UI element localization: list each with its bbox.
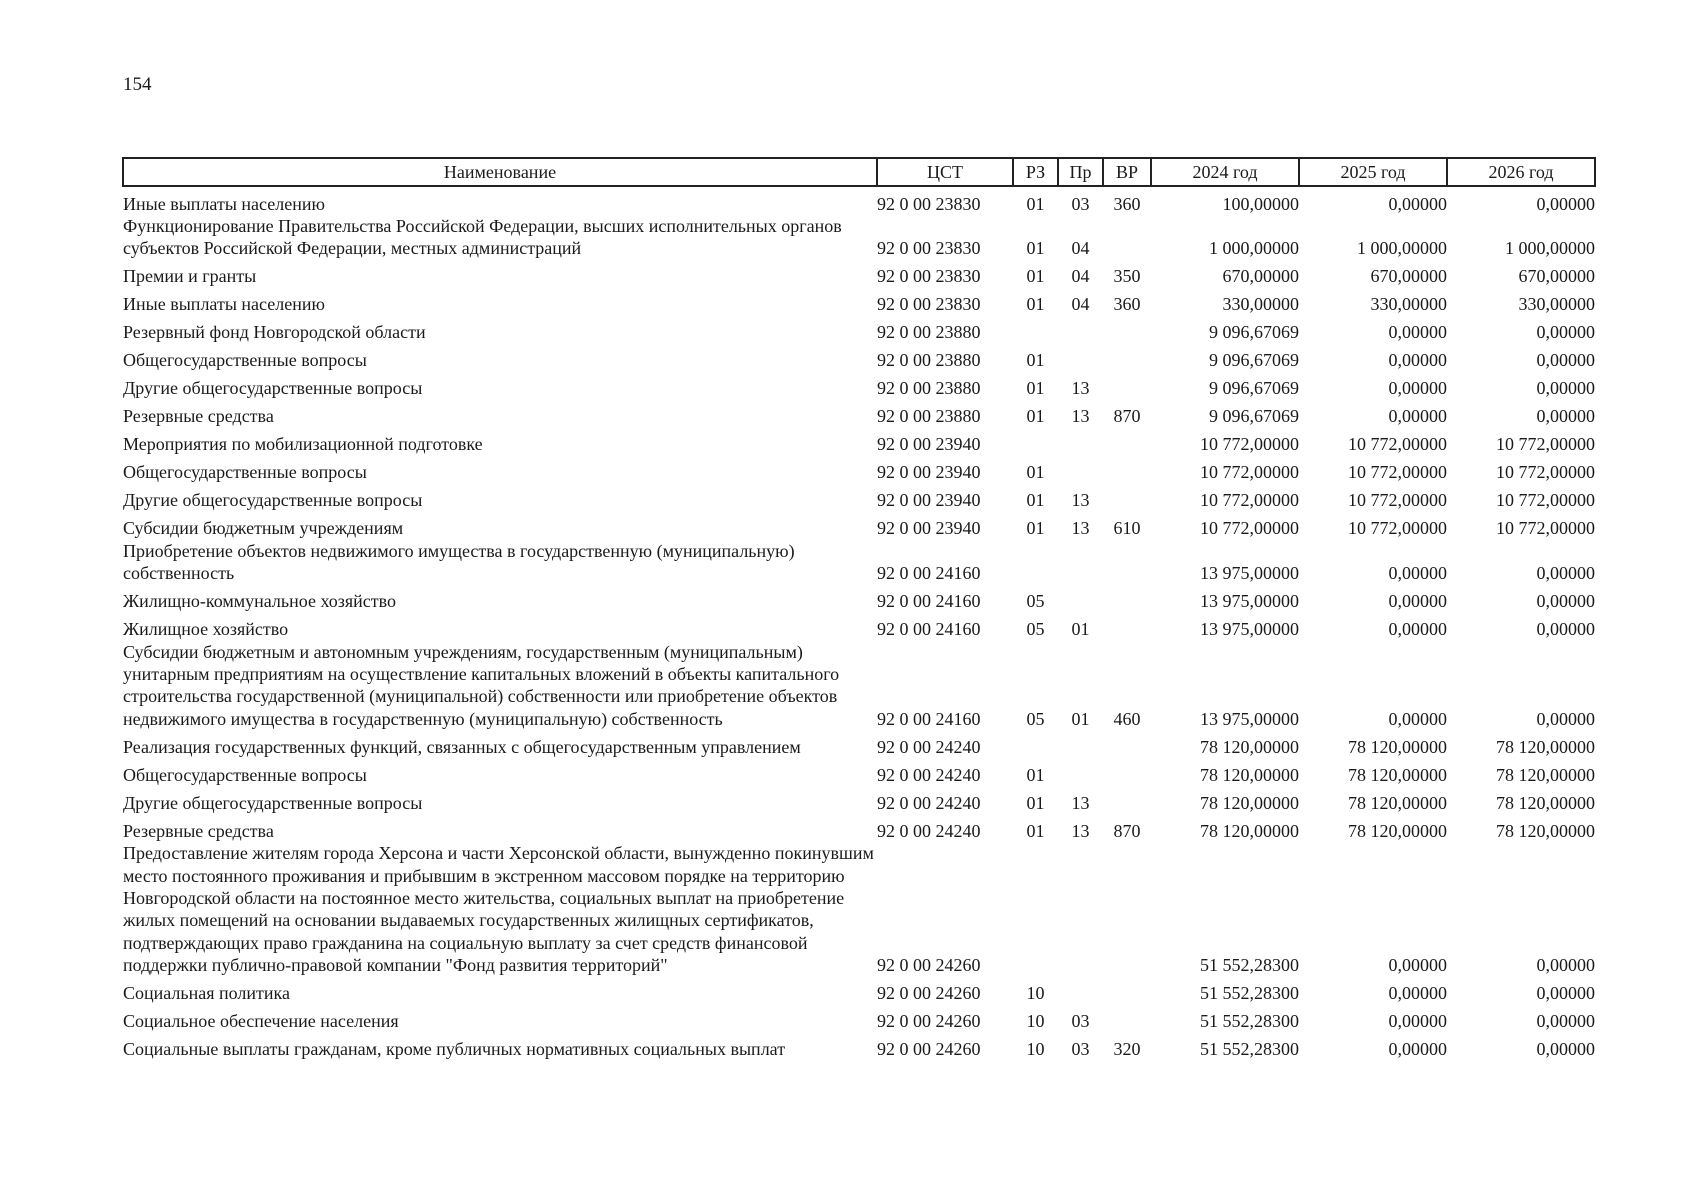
- row-rz: 01: [1026, 820, 1045, 841]
- row-vr: [1103, 730, 1151, 758]
- row-cst: 92 0 00 24240: [877, 764, 981, 785]
- row-vr: 870: [1113, 820, 1141, 841]
- row-name: Социальная политика: [123, 983, 290, 1004]
- row-cst: 92 0 00 23940: [877, 462, 981, 483]
- row-vr: [1103, 344, 1151, 372]
- row-2025: 78 120,00000: [1348, 764, 1447, 785]
- row-2026: 10 772,00000: [1496, 490, 1595, 511]
- row-cst: 92 0 00 24260: [877, 983, 981, 1004]
- row-cst: 92 0 00 24160: [877, 591, 981, 612]
- row-cst: 92 0 00 24260: [877, 1011, 981, 1032]
- table-row: [123, 215, 1595, 260]
- row-2024: 9 096,67069: [1209, 350, 1299, 371]
- row-name: Социальные выплаты гражданам, кроме публичных нормативных социальных выплат: [123, 1039, 786, 1060]
- row-2025: 0,00000: [1388, 322, 1447, 343]
- row-2026: 0,00000: [1536, 1039, 1595, 1060]
- row-2024: 78 120,00000: [1200, 820, 1299, 841]
- row-name: Резервные средства: [123, 820, 274, 841]
- row-rz: 01: [1026, 350, 1045, 371]
- row-2025: 0,00000: [1388, 619, 1447, 640]
- budget-table: [122, 157, 1596, 1061]
- row-cst: 92 0 00 24240: [877, 820, 981, 841]
- row-vr: 360: [1113, 193, 1141, 214]
- row-2026: 330,00000: [1518, 294, 1595, 315]
- row-2024: 1 000,00000: [1209, 238, 1299, 259]
- row-2024: 78 120,00000: [1200, 792, 1299, 813]
- row-rz: 01: [1026, 792, 1045, 813]
- row-rz: [1013, 842, 1058, 976]
- row-cst: 92 0 00 24160: [877, 563, 981, 584]
- row-rz: 10: [1026, 1039, 1045, 1060]
- row-pr: 13: [1071, 518, 1090, 539]
- row-pr: [1058, 730, 1103, 758]
- row-name: Иные выплаты населению: [123, 294, 325, 315]
- header-2024: 2024 год: [1151, 158, 1299, 186]
- table-row: [123, 456, 1595, 484]
- row-2026: 0,00000: [1536, 563, 1595, 584]
- row-pr: 13: [1071, 792, 1090, 813]
- row-2026: 0,00000: [1536, 708, 1595, 729]
- table-row: [123, 186, 1595, 215]
- row-vr: [1103, 540, 1151, 585]
- row-vr: 460: [1113, 708, 1141, 729]
- row-2025: 0,00000: [1388, 193, 1447, 214]
- row-2025: 78 120,00000: [1348, 792, 1447, 813]
- row-vr: [1103, 613, 1151, 641]
- row-name: Другие общегосударственные вопросы: [123, 490, 423, 511]
- row-rz: 01: [1026, 462, 1045, 483]
- row-2025: 0,00000: [1388, 350, 1447, 371]
- row-cst: 92 0 00 23830: [877, 193, 981, 214]
- row-cst: 92 0 00 23880: [877, 406, 981, 427]
- row-name: Субсидии бюджетным учреждениям: [123, 518, 404, 539]
- row-vr: [1103, 215, 1151, 260]
- row-cst: 92 0 00 23880: [877, 322, 981, 343]
- row-2025: 78 120,00000: [1348, 736, 1447, 757]
- row-rz: 01: [1026, 266, 1045, 287]
- row-2026: 0,00000: [1536, 193, 1595, 214]
- row-cst: 92 0 00 23880: [877, 350, 981, 371]
- row-pr: 01: [1071, 708, 1090, 729]
- row-vr: [1103, 316, 1151, 344]
- row-rz: 05: [1026, 708, 1045, 729]
- row-2025: 0,00000: [1388, 1011, 1447, 1032]
- row-vr: [1103, 585, 1151, 613]
- row-vr: 350: [1113, 266, 1141, 287]
- row-rz: 01: [1026, 294, 1045, 315]
- row-vr: [1103, 842, 1151, 976]
- header-rz: РЗ: [1013, 158, 1058, 186]
- row-cst: 92 0 00 23940: [877, 490, 981, 511]
- row-rz: 05: [1026, 591, 1045, 612]
- row-name: Предоставление жителям города Херсона и части Херсонской области, вынужденно покинувшим место постоянного проживания и прибывшим в экстренном массовом порядке на территорию Новгородской области на постоянное место жительства, социальных выплат на приобретение жилых помещений на основании выдаваемых государственных жилищных сертификатов, подтверждающих право гражданина на социальную выплату за счет средств финансовой поддержки публично-правовой компании "Фонд развития территорий": [123, 843, 874, 976]
- row-cst: 92 0 00 24160: [877, 619, 981, 640]
- table-row: [123, 1005, 1595, 1033]
- row-name: Резервные средства: [123, 406, 274, 427]
- row-name: Субсидии бюджетным и автономным учреждениям, государственным (муниципальным) унитарным предприятиям на осуществление капитальных вложений в объекты капитального строительства государственной (муниципальной) собственности или приобретение объектов недвижимого имущества в государственную (муниципальную) собственность: [123, 641, 840, 729]
- row-2026: 78 120,00000: [1496, 820, 1595, 841]
- row-pr: 03: [1071, 1039, 1090, 1060]
- row-2026: 10 772,00000: [1496, 434, 1595, 455]
- row-cst: 92 0 00 23940: [877, 518, 981, 539]
- table-row: [123, 288, 1595, 316]
- table-row: [123, 814, 1595, 842]
- table-row: [123, 400, 1595, 428]
- row-name: Реализация государственных функций, связанных с общегосударственным управлением: [123, 736, 801, 757]
- row-2025: 0,00000: [1388, 563, 1447, 584]
- row-vr: [1103, 977, 1151, 1005]
- row-2026: 0,00000: [1536, 322, 1595, 343]
- row-name: Другие общегосударственные вопросы: [123, 792, 423, 813]
- header-cst: ЦСТ: [877, 158, 1013, 186]
- row-vr: [1103, 456, 1151, 484]
- row-rz: 01: [1026, 193, 1045, 214]
- row-name: Резервный фонд Новгородской области: [123, 322, 426, 343]
- row-2024: 51 552,28300: [1200, 1011, 1299, 1032]
- table-row: [123, 260, 1595, 288]
- row-pr: 03: [1071, 1011, 1090, 1032]
- row-2025: 0,00000: [1388, 955, 1447, 976]
- row-vr: [1103, 1005, 1151, 1033]
- row-2026: 1 000,00000: [1505, 238, 1595, 259]
- header-2025: 2025 год: [1299, 158, 1447, 186]
- row-2024: 51 552,28300: [1200, 983, 1299, 1004]
- row-rz: 01: [1026, 238, 1045, 259]
- table-row: [123, 613, 1595, 641]
- row-2026: 10 772,00000: [1496, 462, 1595, 483]
- row-2025: 330,00000: [1370, 294, 1447, 315]
- row-2026: 670,00000: [1518, 266, 1595, 287]
- row-pr: 13: [1071, 820, 1090, 841]
- row-cst: 92 0 00 24260: [877, 955, 981, 976]
- row-vr: 610: [1113, 518, 1141, 539]
- row-vr: [1103, 758, 1151, 786]
- row-vr: 870: [1113, 406, 1141, 427]
- row-name: Жилищно-коммунальное хозяйство: [123, 591, 397, 612]
- row-2026: 0,00000: [1536, 350, 1595, 371]
- row-2024: 9 096,67069: [1209, 378, 1299, 399]
- row-2025: 0,00000: [1388, 591, 1447, 612]
- row-2026: 0,00000: [1536, 1011, 1595, 1032]
- table-row: [123, 428, 1595, 456]
- table-row: [123, 641, 1595, 731]
- row-pr: 04: [1071, 294, 1090, 315]
- row-2024: 330,00000: [1222, 294, 1299, 315]
- row-rz: 01: [1026, 406, 1045, 427]
- row-2025: 0,00000: [1388, 1039, 1447, 1060]
- row-name: Социальное обеспечение населения: [123, 1011, 399, 1032]
- row-2026: 0,00000: [1536, 406, 1595, 427]
- row-name: Мероприятия по мобилизационной подготовке: [123, 434, 483, 455]
- row-name: Общегосударственные вопросы: [123, 764, 367, 785]
- row-vr: [1103, 484, 1151, 512]
- row-2024: 10 772,00000: [1200, 518, 1299, 539]
- table-body: [123, 186, 1595, 1061]
- row-rz: 10: [1026, 983, 1045, 1004]
- row-2026: 0,00000: [1536, 378, 1595, 399]
- row-pr: 04: [1071, 238, 1090, 259]
- row-pr: 13: [1071, 406, 1090, 427]
- row-name: Функционирование Правительства Российской Федерации, высших исполнительных органов субъектов Российской Федерации, местных администраций: [123, 216, 842, 259]
- header-vr: ВР: [1103, 158, 1151, 186]
- row-pr: 13: [1071, 378, 1090, 399]
- row-rz: 01: [1026, 490, 1045, 511]
- table-row: [123, 372, 1595, 400]
- page-number: 154: [123, 74, 152, 95]
- table-row: [123, 1033, 1595, 1061]
- row-2024: 13 975,00000: [1200, 708, 1299, 729]
- row-2026: 0,00000: [1536, 619, 1595, 640]
- row-pr: 03: [1071, 193, 1090, 214]
- row-pr: [1058, 428, 1103, 456]
- row-vr: [1103, 372, 1151, 400]
- row-pr: [1058, 842, 1103, 976]
- row-vr: 320: [1113, 1039, 1141, 1060]
- row-2024: 9 096,67069: [1209, 406, 1299, 427]
- row-rz: 01: [1026, 378, 1045, 399]
- row-pr: [1058, 977, 1103, 1005]
- row-2025: 78 120,00000: [1348, 820, 1447, 841]
- table-row: [123, 585, 1595, 613]
- row-rz: [1013, 730, 1058, 758]
- table-row: [123, 344, 1595, 372]
- row-rz: 01: [1026, 764, 1045, 785]
- row-2025: 0,00000: [1388, 406, 1447, 427]
- row-cst: 92 0 00 24240: [877, 736, 981, 757]
- row-2024: 10 772,00000: [1200, 462, 1299, 483]
- row-2024: 13 975,00000: [1200, 591, 1299, 612]
- row-2026: 78 120,00000: [1496, 764, 1595, 785]
- row-pr: 04: [1071, 266, 1090, 287]
- header-row: [123, 158, 1595, 186]
- table-row: [123, 758, 1595, 786]
- row-2026: 78 120,00000: [1496, 792, 1595, 813]
- row-rz: 05: [1026, 619, 1045, 640]
- row-2025: 0,00000: [1388, 708, 1447, 729]
- row-pr: 01: [1071, 619, 1090, 640]
- row-2025: 10 772,00000: [1348, 462, 1447, 483]
- row-2026: 10 772,00000: [1496, 518, 1595, 539]
- row-2026: 0,00000: [1536, 955, 1595, 976]
- row-2024: 78 120,00000: [1200, 736, 1299, 757]
- row-pr: [1058, 758, 1103, 786]
- row-2026: 0,00000: [1536, 983, 1595, 1004]
- row-2026: 78 120,00000: [1496, 736, 1595, 757]
- row-cst: 92 0 00 23830: [877, 266, 981, 287]
- table-row: [123, 540, 1595, 585]
- row-2024: 10 772,00000: [1200, 490, 1299, 511]
- row-2025: 0,00000: [1388, 983, 1447, 1004]
- row-pr: [1058, 585, 1103, 613]
- table-row: [123, 316, 1595, 344]
- table-row: [123, 484, 1595, 512]
- header-name: Наименование: [123, 158, 877, 186]
- row-rz: [1013, 540, 1058, 585]
- row-2025: 0,00000: [1388, 378, 1447, 399]
- row-vr: [1103, 428, 1151, 456]
- row-2025: 1 000,00000: [1357, 238, 1447, 259]
- row-vr: [1103, 786, 1151, 814]
- table-row: [123, 786, 1595, 814]
- row-cst: 92 0 00 23880: [877, 378, 981, 399]
- table-row: [123, 512, 1595, 540]
- row-pr: [1058, 540, 1103, 585]
- row-cst: 92 0 00 24260: [877, 1039, 981, 1060]
- row-2024: 78 120,00000: [1200, 764, 1299, 785]
- header-pr: Пр: [1058, 158, 1103, 186]
- row-name: Премии и гранты: [123, 266, 257, 287]
- row-name: Другие общегосударственные вопросы: [123, 378, 423, 399]
- row-2024: 10 772,00000: [1200, 434, 1299, 455]
- row-2025: 670,00000: [1370, 266, 1447, 287]
- row-pr: 13: [1071, 490, 1090, 511]
- row-2024: 51 552,28300: [1200, 1039, 1299, 1060]
- row-2025: 10 772,00000: [1348, 490, 1447, 511]
- row-name: Общегосударственные вопросы: [123, 350, 367, 371]
- row-name: Иные выплаты населению: [123, 193, 325, 214]
- row-name: Общегосударственные вопросы: [123, 462, 367, 483]
- row-vr: 360: [1113, 294, 1141, 315]
- table-row: [123, 977, 1595, 1005]
- row-rz: [1013, 316, 1058, 344]
- table-row: [123, 842, 1595, 976]
- row-pr: [1058, 456, 1103, 484]
- row-rz: 10: [1026, 1011, 1045, 1032]
- row-2025: 10 772,00000: [1348, 518, 1447, 539]
- row-2024: 13 975,00000: [1200, 619, 1299, 640]
- row-2024: 13 975,00000: [1200, 563, 1299, 584]
- header-2026: 2026 год: [1447, 158, 1595, 186]
- row-cst: 92 0 00 24160: [877, 708, 981, 729]
- row-2024: 100,00000: [1222, 193, 1299, 214]
- row-2024: 9 096,67069: [1209, 322, 1299, 343]
- row-2024: 51 552,28300: [1200, 955, 1299, 976]
- table-row: [123, 730, 1595, 758]
- row-2025: 10 772,00000: [1348, 434, 1447, 455]
- row-pr: [1058, 344, 1103, 372]
- row-rz: 01: [1026, 518, 1045, 539]
- row-rz: [1013, 428, 1058, 456]
- row-2026: 0,00000: [1536, 591, 1595, 612]
- row-cst: 92 0 00 23830: [877, 294, 981, 315]
- row-name: Приобретение объектов недвижимого имущества в государственную (муниципальную) собственность: [123, 540, 795, 584]
- row-cst: 92 0 00 23940: [877, 434, 981, 455]
- row-name: Жилищное хозяйство: [123, 619, 289, 640]
- row-pr: [1058, 316, 1103, 344]
- row-2024: 670,00000: [1222, 266, 1299, 287]
- row-cst: 92 0 00 23830: [877, 238, 981, 259]
- row-cst: 92 0 00 24240: [877, 792, 981, 813]
